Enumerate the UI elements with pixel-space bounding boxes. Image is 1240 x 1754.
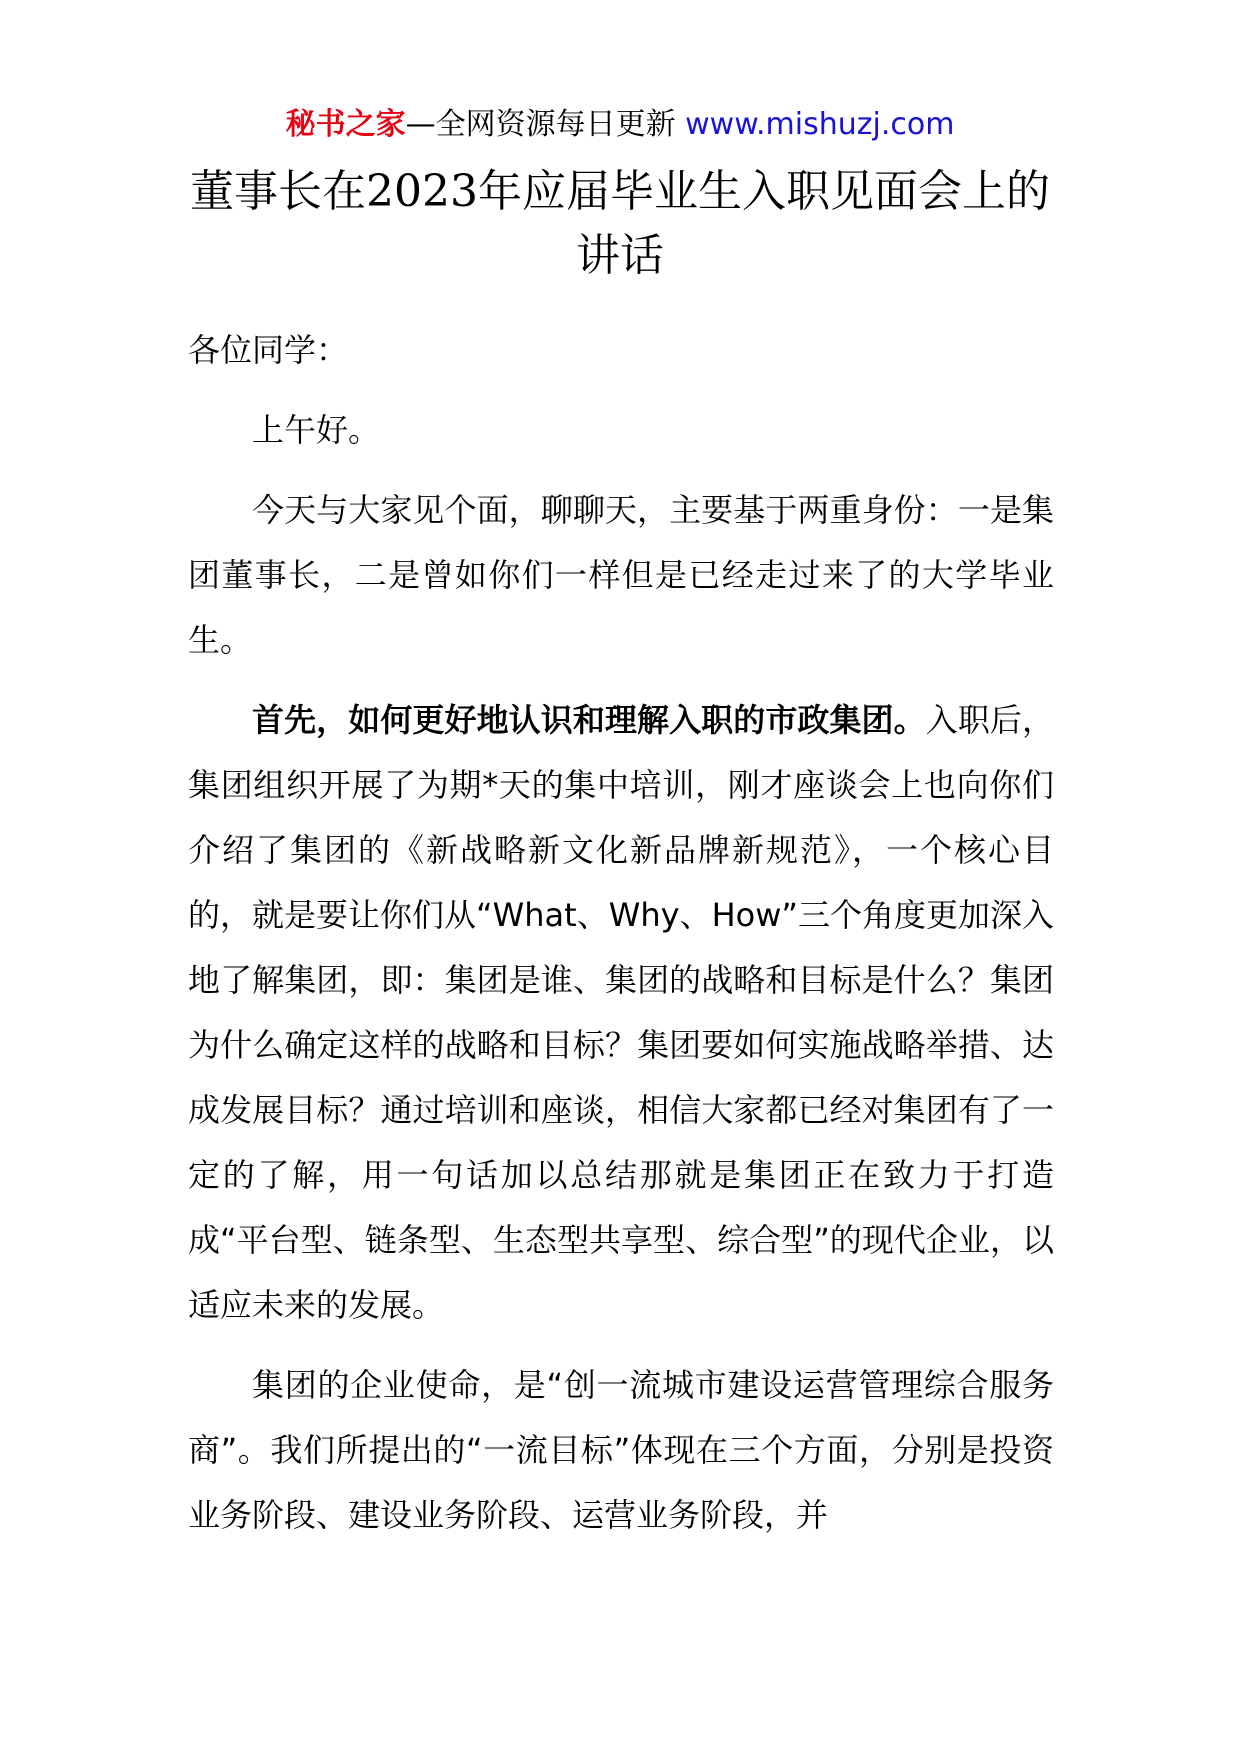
paragraph-mission: 集团的企业使命，是“创一流城市建设运营管理综合服务商”。我们所提出的“一流目标”体现在三个方面，分别是投资业务阶段、建设业务阶段、运营业务阶段，并	[188, 1366, 1054, 1534]
paragraph-first-point	[188, 688, 1054, 1338]
header-tagline: —全网资源每日更新	[405, 107, 686, 142]
section-heading: 首先，如何更好地认识和理解入职的市政集团。	[252, 701, 926, 739]
salutation: 各位同学：	[188, 331, 349, 369]
site-header	[0, 100, 1240, 150]
document-title	[180, 160, 1060, 288]
brand-name: 秘书之家	[285, 107, 406, 142]
site-url-link[interactable]: www.mishuzj.com	[685, 107, 955, 142]
paragraph-intro: 今天与大家见个面，聊聊天，主要基于两重身份：一是集团董事长，二是曾如你们一样但是已经走过来了的大学毕业生。	[188, 491, 1054, 659]
title-year: 2023	[366, 166, 478, 217]
title-part-1: 董事长在	[190, 166, 366, 217]
greeting: 上午好。	[252, 411, 381, 449]
title-part-2: 年应届毕业生入职见面会上的讲话	[477, 166, 1050, 281]
paragraph-first-point-body: 入职后，集团组织开展了为期*天的集中培训，刚才座谈会上也向你们介绍了集团的《新战略新文化新品牌新规范》，一个核心目的，就是要让你们从“What、Why、How”三个角度更加深入地了解集团，即：集团是谁、集团的战略和目标是什么？集团为什么确定这样的战略和目标？集团要如何实施战略举措、达成发展目标？通过培训和座谈，相信大家都已经对集团有了一定的了解，用一句话加以总结那就是集团正在致力于打造成“平台型、链条型、生态型共享型、综合型”的现代企业，以适应未来的发展。	[188, 701, 1054, 1324]
document-body	[188, 318, 1054, 1563]
